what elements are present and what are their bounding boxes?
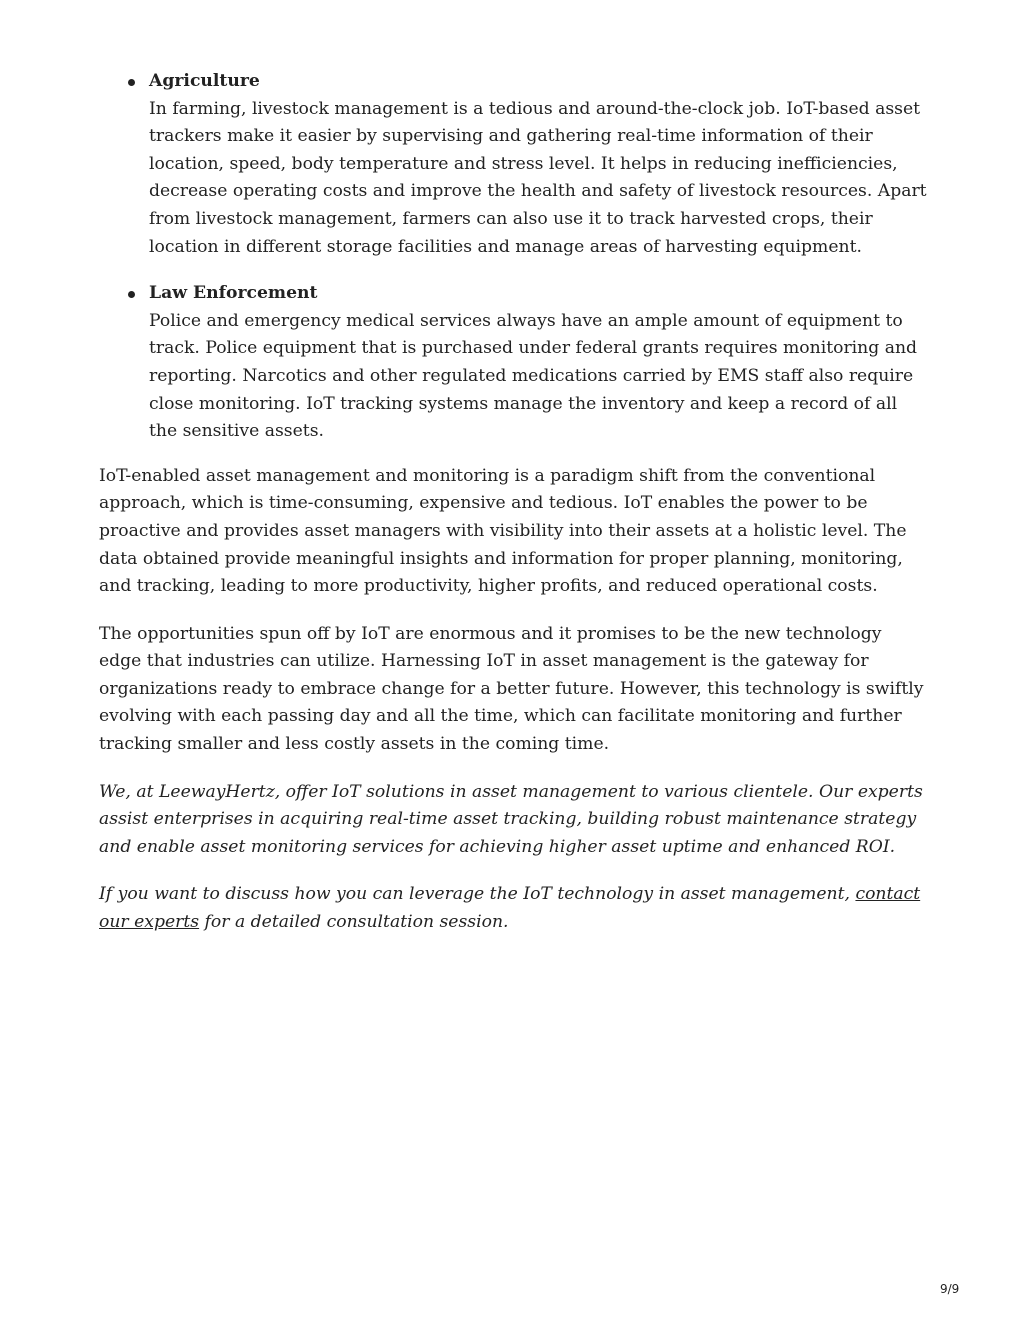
bullet-title: Agriculture (149, 71, 260, 91)
bullet-title: Law Enforcement (149, 283, 318, 304)
bullet-body: Police and emergency medical services always have an ample amount of equipment to track. Police equipment that is purchased under federal grants requires monitoring and reporting. Narcotics and other regulated medications carried by EMS staff also require close monitoring. IoT tracking systems manage the inventory and keep a record of all the sensitive assets. (149, 310, 918, 442)
body-paragraph: The opportunities spun off by IoT are enormous and it promises to be the new technology edge that industries can utilize. Harnessing IoT in asset management is the gateway for organizations ready to embrace change for a better future. However, this technology is swiftly evolving with each passing day and all the time, which can facilitate monitoring and further tracking smaller and less costly assets in the coming time. (99, 623, 924, 755)
contact-prefix: If you want to discuss how you can leverage the IoT technology in asset management, (99, 884, 856, 905)
contact-suffix: for a detailed consultation session. (199, 912, 509, 933)
industry-bullet-list (99, 68, 929, 446)
contact-paragraph (99, 881, 929, 936)
bullet-dot-icon (128, 291, 135, 298)
bullet-item-agriculture (99, 68, 929, 261)
body-paragraph: IoT-enabled asset management and monitoring is a paradigm shift from the conventional approach, which is time-consuming, expensive and tedious. IoT enables the power to be proactive and provides asset managers with visibility into their assets at a holistic level. The data obtained provide meaningful insights and information for proper planning, monitoring, and tracking, leading to more productivity, higher profits, and reduced operational costs. (99, 465, 907, 597)
document-page (99, 68, 929, 957)
contact-experts-link[interactable]: contact our experts (99, 884, 921, 933)
page-number: 9/9 (940, 1282, 960, 1296)
bullet-dot-icon (128, 79, 135, 86)
bullet-item-law-enforcement (99, 280, 929, 446)
bullet-body: In farming, livestock management is a tedious and around-the-clock job. IoT-based asset trackers make it easier by supervising and gathering real-time information of their location, speed, body temperature and stress level. It helps in reducing inefficiencies, decrease operating costs and improve the health and safety of livestock resources. Apart from livestock management, farmers can also use it to track harvested crops, their location in different storage facilities and manage areas of harvesting equipment. (149, 98, 927, 257)
company-offer-paragraph: We, at LeewayHertz, offer IoT solutions in asset management to various clientele. Our experts assist enterprises in acquiring real-time asset tracking, building robust maintenance strategy and enable asset monitoring services for achieving higher asset uptime and enhanced ROI. (99, 781, 923, 857)
